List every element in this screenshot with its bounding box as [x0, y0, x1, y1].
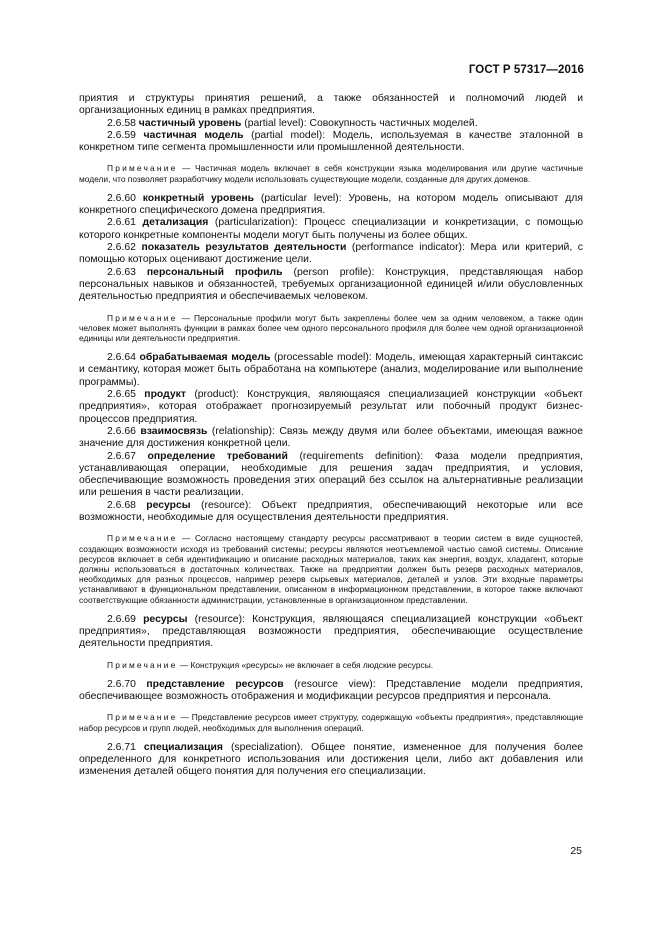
definition-number: 2.6.66 — [107, 425, 136, 437]
note-label: Примечание — [107, 163, 178, 174]
definition-term: продукт — [144, 389, 186, 401]
definition-text: (particularization): Процесс специализации и конкретизации, с помощью которого конкретные компоненты модели могут быть получены из более общих. — [79, 217, 583, 241]
definition-text: (particular level): Уровень, на котором модель описывают для конкретного специфического домена предприятия. — [79, 192, 583, 217]
definition-text: (relationship): Связь между двумя или более объектами, имеющая важное значение для достижения конкретной цели. — [79, 425, 583, 450]
definition-number: 2.6.69 — [107, 613, 136, 625]
definition-number: 2.6.62 — [107, 242, 136, 254]
definition-2-6-71 — [79, 742, 583, 779]
definition-number: 2.6.65 — [107, 389, 136, 401]
definition-2-6-65 — [79, 389, 583, 426]
definition-term: определение требований — [147, 450, 288, 462]
definition-number: 2.6.63 — [107, 266, 136, 278]
definition-term: персональный профиль — [146, 266, 283, 278]
definition-term: обрабатываемая модель — [139, 352, 271, 364]
definition-2-6-69 — [79, 614, 583, 651]
note-text: Согласно настоящему стандарту ресурсы рассматривают в теории систем в виде сущностей, создающих возможности исходя из требований системы; ресурсы являются неотъемлемой частью самой системы. Описание ресурсов включает в себя идентификацию и описание расходных материалов, таких как энергия, воздух, хладагент, которые должны использоваться в достаточных количествах. Также на предприятии должен быть резерв расходных материалов, необходимых для разных процессов, например резерв сырьевых материалов, деталей и узлов. Эти входные параметры устанавливают в функциональном представлении, описанном в информационном представлении, в которое также включают соответствующие обязанности администрации, установленные в организационном представлении. — [79, 533, 583, 605]
definition-text: (partial level): Совокупность частичных моделей. — [241, 117, 478, 129]
definition-term: детализация — [142, 217, 209, 229]
definition-2-6-59 — [79, 130, 583, 155]
definition-term: взаимосвязь — [140, 425, 208, 437]
definition-2-6-62 — [79, 242, 583, 267]
definition-text: (resource): Конструкция, являющаяся специализацией конструкции «объект предприятия», представляющая возможности предприятия, обеспечивающие осуществление деятельности предприятия. — [79, 613, 583, 650]
definition-text: (resource view): Представление модели предприятия, обеспечивающее возможность отображения и модификации ресурсов предприятия и персонала. — [79, 678, 583, 703]
definition-2-6-67 — [79, 451, 583, 500]
definition-number: 2.6.68 — [107, 499, 136, 511]
definition-number: 2.6.70 — [107, 678, 136, 690]
definition-number: 2.6.59 — [107, 129, 136, 141]
note: Примечание — Представление ресурсов имеет структуру, содержащую «объекты предприятия», представляющие набор ресурсов и групп людей, необходимых для выполнения операций. — [79, 712, 583, 733]
page-number: 25 — [570, 845, 582, 857]
definition-text: (requirements definition): Фаза модели предприятия, устанавливающая операции, необходимые для решения задач предприятия, и условия, обеспечивающие возможность проведения этих операций без ссылок на альтернативные реализации или решения в части реализации. — [79, 450, 583, 499]
definition-number: 2.6.60 — [107, 192, 136, 204]
definition-2-6-58 — [79, 118, 583, 130]
definition-term: частичный уровень — [138, 117, 242, 129]
definition-2-6-68 — [79, 500, 583, 525]
note: Примечание — Согласно настоящему стандарту ресурсы рассматривают в теории систем в виде сущностей, создающих возможности исходя из требований системы; ресурсы являются неотъемлемой частью самой системы. Описание ресурсов включает в себя идентификацию и описание расходных материалов, таких как энергия, воздух, хладагент, которые должны использоваться в достаточных количествах. Также на предприятии должен быть резерв расходных материалов, необходимых для разных процессов, например резерв сырьевых материалов, деталей и узлов. Эти входные параметры устанавливают в функциональном представлении, описанном в информационном представлении, в которое также включают соответствующие обязанности администрации, установленные в организационном представлении. — [79, 533, 583, 605]
definition-number: 2.6.61 — [107, 217, 136, 229]
note-text: Частичная модель включает в себя конструкции языка моделирования или другие частичные модели, что позволяет разработчику модели использовать существующие модели, созданные для других доменов. — [79, 163, 584, 184]
note-label: Примечание — [107, 659, 178, 670]
definition-text: (processable model): Модель, имеющая характерный синтаксис и семантику, которая может быть обработана на компьютере (анализ, моделирование или выполнение программы). — [79, 352, 584, 388]
definition-text: (person profile): Конструкция, представляющая набор персональных навыков и обязанностей, требуемых организационной единицей и/или обусловленных деятельностью предприятия и обеспечиваемых человеком. — [79, 266, 583, 303]
definition-2-6-64 — [79, 352, 583, 389]
note-text: Персональные профили могут быть закреплены более чем за одним человеком, а также один человек может выполнять функции в рамках более чем одного персонального профиля для более чем одной организационной единицы или деятельности предприятия. — [79, 312, 584, 343]
definition-text: (specialization). Общее понятие, измененное для получения более определенного для конкретного использования или достижения цели, либо акт добавления или изменения деталей общего понятия для получения его специализации. — [79, 741, 583, 778]
document-body — [79, 93, 583, 779]
document-id-header: ГОСТ Р 57317—2016 — [468, 64, 584, 76]
definition-number: 2.6.67 — [107, 450, 136, 462]
definition-2-6-63 — [79, 267, 583, 304]
definition-term: ресурсы — [146, 499, 191, 511]
definition-term: представление ресурсов — [146, 678, 284, 690]
body-paragraph: приятия и структуры принятия решений, а также обязанностей и полномочий людей и организационных единиц в рамках предприятия. — [79, 93, 583, 117]
definition-term: ресурсы — [143, 613, 188, 625]
definition-text: (product): Конструкция, являющаяся специализацией конструкции «объект предприятия», которая отображает прогнозируемый результат или побочный продукт бизнес-процессов предприятия. — [79, 389, 583, 425]
note-label: Примечание — [107, 533, 178, 544]
definition-number: 2.6.64 — [107, 352, 136, 364]
note-label: Примечание — [107, 312, 178, 323]
note-text: Представление ресурсов имеет структуру, содержащую «объекты предприятия», представляющие набор ресурсов и групп людей, необходимых для выполнения операций. — [79, 712, 583, 733]
definition-number: 2.6.58 — [107, 117, 136, 129]
definition-text: (partial model): Модель, используемая в качестве эталонной в конкретном типе сегмента промышленности или промышленной деятельности. — [79, 129, 583, 154]
definition-2-6-66 — [79, 426, 583, 451]
definition-term: специализация — [143, 741, 223, 753]
note: Примечание — Персональные профили могут быть закреплены более чем за одним человеком, а также один человек может выполнять функции в рамках более чем одного персонального профиля для более чем одной организационной единицы или деятельности предприятия. — [79, 312, 584, 343]
note: Примечание — Частичная модель включает в себя конструкции языка моделирования или другие частичные модели, что позволяет разработчику модели использовать существующие модели, созданные для других доменов. — [79, 163, 584, 184]
definition-text: (resource): Объект предприятия, обеспечивающий некоторые или все возможности, необходимые для осуществления деятельности предприятия. — [79, 499, 584, 524]
note-label: Примечание — [107, 712, 178, 723]
definition-term: конкретный уровень — [142, 192, 255, 204]
note-text: Конструкция «ресурсы» не включает в себя людские ресурсы. — [190, 659, 434, 670]
definition-term: частичная модель — [143, 129, 244, 141]
definition-text: (performance indicator): Мера или критерий, с помощью которых оценивают достижение цели. — [79, 242, 583, 266]
definition-term: показатель результатов деятельности — [141, 242, 347, 254]
definition-number: 2.6.71 — [107, 741, 136, 753]
definition-2-6-70 — [79, 679, 583, 704]
definition-2-6-61 — [79, 217, 583, 242]
note: Примечание — Конструкция «ресурсы» не включает в себя людские ресурсы. — [107, 659, 434, 670]
definition-2-6-60 — [79, 193, 583, 218]
